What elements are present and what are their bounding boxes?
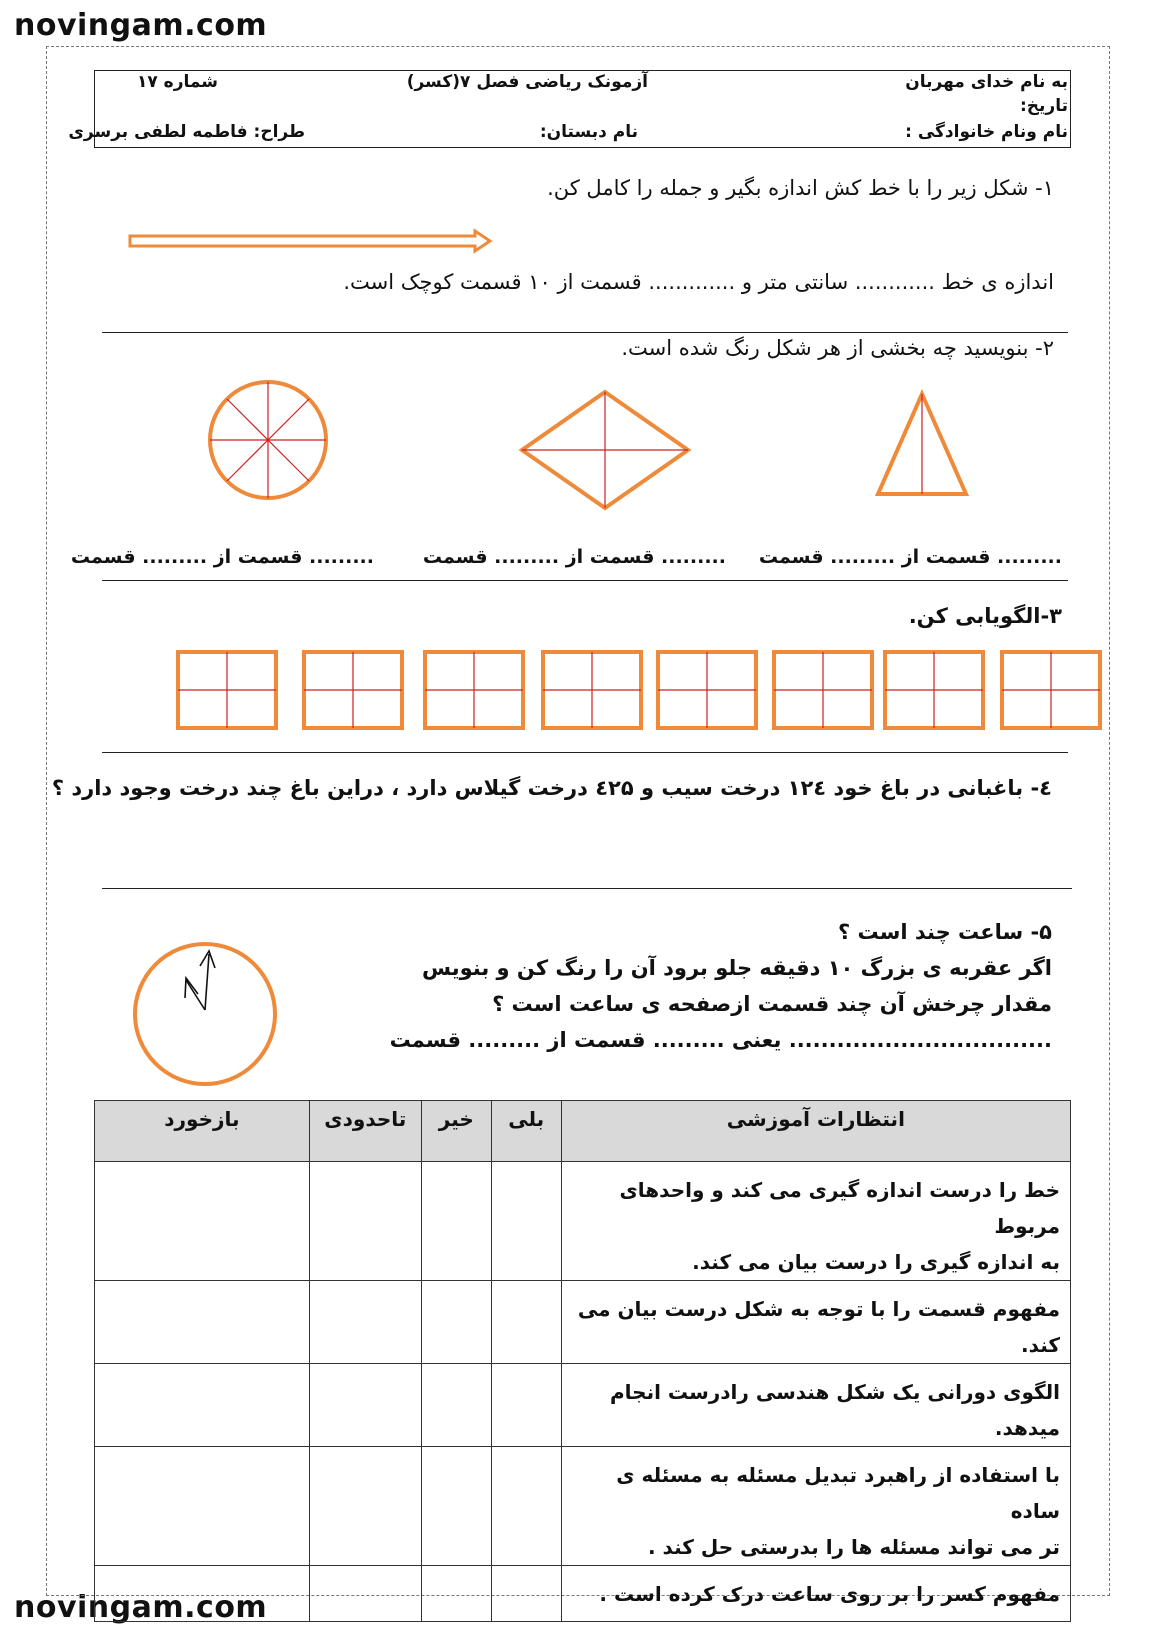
rubric-no-cell[interactable] [421,1364,491,1447]
rubric-somewhat-cell[interactable] [309,1566,421,1622]
rubric-text: مفهوم قسمت را با توجه به شکل درست بیان می کند. [577,1297,1060,1357]
rubric-text: خط را درست اندازه گیری می کند و واحدهای مربوط [619,1178,1060,1238]
pattern-square[interactable] [423,650,525,730]
q4-prompt: ٤- باغبانی در باغ خود ۱۲٤ درخت سیب و ٤۲۵ درخت گیلاس دارد ، دراین باغ چند درخت وجود دارد ؟ [51,776,1052,800]
watermark-bottom: novingam.com [14,1590,268,1625]
rubric-text: تر می تواند مسئله ها را بدرستی حل کند . [648,1535,1060,1559]
q5-line1: ۵- ساعت چند است ؟ [838,920,1052,944]
rubric-yes-cell[interactable] [491,1447,561,1566]
rubric-feedback-cell[interactable] [95,1447,310,1566]
rubric-somewhat-cell[interactable] [309,1162,421,1281]
q2-blank-triangle[interactable]: ......... قسمت از ......... قسمت [758,546,1062,568]
q3-prompt: ۳-الگویابی کن. [908,604,1062,628]
pattern-square[interactable] [541,650,643,730]
header-title: آزمونک ریاضی فصل ۷(کسر) [406,72,648,92]
rubric-no-cell[interactable] [421,1162,491,1281]
rubric-yes-cell[interactable] [491,1162,561,1281]
rubric-feedback-cell[interactable] [95,1281,310,1364]
rubric-row [95,1566,1071,1622]
rubric-feedback-cell[interactable] [95,1566,310,1622]
rubric-expectation [561,1364,1070,1447]
rubric-somewhat-cell[interactable] [309,1281,421,1364]
pattern-square[interactable] [772,650,874,730]
rubric-text: مفهوم کسر را بر روی ساعت درک کرده است . [599,1582,1060,1606]
q2-blank-circle[interactable]: ......... قسمت از ......... قسمت [70,546,374,568]
rubric-header-expectations: انتظارات آموزشی [561,1101,1070,1162]
q5-line4[interactable]: ................................. یعنی ......... قسمت از ......... قسمت [389,1028,1052,1052]
divider-3 [102,752,1068,753]
q2-blank-rhombus[interactable]: ......... قسمت از ......... قسمت [422,546,726,568]
divider-1 [102,332,1068,333]
rubric-feedback-cell[interactable] [95,1162,310,1281]
rubric-somewhat-cell[interactable] [309,1364,421,1447]
rubric-yes-cell[interactable] [491,1566,561,1622]
rubric-no-cell[interactable] [421,1447,491,1566]
rubric-yes-cell[interactable] [491,1364,561,1447]
rubric-header-feedback: بازخورد [95,1101,310,1162]
q5-line2: اگر عقربه ی بزرگ ۱۰ دقیقه جلو برود آن را رنگ کن و بنویس [422,956,1052,980]
rubric-no-cell[interactable] [421,1281,491,1364]
rubric-expectation [561,1447,1070,1566]
pattern-square[interactable] [656,650,758,730]
watermark-top: novingam.com [14,8,268,43]
divider-4 [102,888,1072,889]
rubric-header-yes: بلی [491,1101,561,1162]
header-bismillah: به نام خدای مهربان [905,72,1068,92]
rubric-expectation [561,1162,1070,1281]
pattern-square[interactable] [1000,650,1102,730]
q2-prompt: ۲- بنویسید چه بخشی از هر شکل رنگ شده است. [621,336,1054,360]
q5-line3: مقدار چرخش آن چند قسمت ازصفحه ی ساعت است ؟ [492,992,1052,1016]
rubric-expectation [561,1281,1070,1364]
rubric-row [95,1162,1071,1281]
rubric-yes-cell[interactable] [491,1281,561,1364]
divider-2 [102,580,1068,581]
rubric-row [95,1281,1071,1364]
rubric-text: الگوی دورانی یک شکل هندسی رادرست انجام میدهد. [609,1380,1060,1440]
rubric-somewhat-cell[interactable] [309,1447,421,1566]
rubric-header-no: خیر [421,1101,491,1162]
q1-answer-line: اندازه ی خط ............ سانتی متر و ............. قسمت از ۱۰ قسمت کوچک است. [343,270,1054,294]
q1-prompt: ۱- شکل زیر را با خط کش اندازه بگیر و جمله را کامل کن. [547,176,1054,200]
rubric-no-cell[interactable] [421,1566,491,1622]
rubric-text: با استفاده از راهبرد تبدیل مسئله به مسئله ی ساده [616,1463,1060,1523]
rubric-row [95,1364,1071,1447]
pattern-square[interactable] [176,650,278,730]
header-school-label: نام دبستان: [539,122,638,142]
rubric-table [94,1100,1071,1622]
rubric-header-somewhat: تاحدودی [309,1101,421,1162]
header-date-label: تاریخ: [1020,96,1068,116]
rubric-feedback-cell[interactable] [95,1364,310,1447]
header-name-label: نام ونام خانوادگی : [905,122,1068,142]
rubric-row [95,1447,1071,1566]
header-number: شماره ۱۷ [136,72,218,92]
pattern-square[interactable] [883,650,985,730]
pattern-square[interactable] [302,650,404,730]
header-designer: طراح: فاطمه لطفی برسری [68,122,305,142]
rubric-text: به اندازه گیری را درست بیان می کند. [692,1250,1060,1274]
rubric-expectation [561,1566,1070,1622]
